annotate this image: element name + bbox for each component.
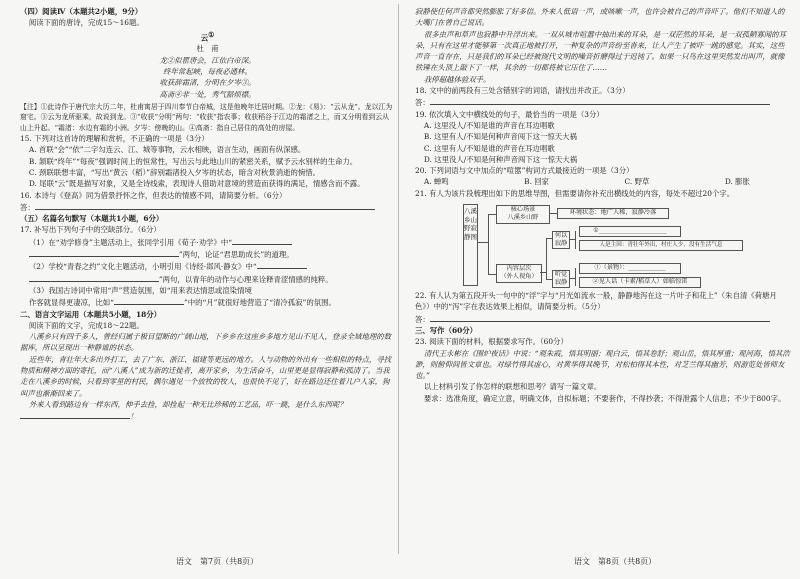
question-20: 20. 下列词语与文中加点的“喧嚣”构词方式最接近的一项是（3分） (415, 166, 634, 176)
q17-2-text-end: ”两句，以青年的动作与心理来诠释青涩情感的纯粹。 (158, 274, 333, 284)
fill-blank[interactable] (114, 296, 184, 305)
q20-option-c: C. 野草 (624, 177, 650, 187)
column-divider (398, 4, 399, 554)
q19-option-a: A. 这里没人/不知是谁的声音在耳边唱歌 (423, 120, 555, 130)
part-3-title: 三、写作（60分） (415, 325, 478, 335)
page-footer-8: 语文 第8页（共8页） (574, 557, 657, 566)
writing-prompt: 以上材料引发了你怎样的联想和思考？请写一篇文章。 (423, 382, 602, 392)
poem-line: 终年常起峡，每夜必通林。 (163, 66, 252, 76)
q18-answer-line[interactable] (415, 96, 790, 108)
question-17: 17. 补写出下列句子中的空缺部分。（6分） (20, 225, 161, 235)
sound-item-2: ②见人话（卡素/稻草人）如临惊雷 (579, 277, 701, 288)
passage-paragraph: 很多虫声和草声也寂静中升浮出来。一双从城市喧嚣中抽出来的耳朵，是一双茫然的耳朵，是一双孤陋寡闻的耳朵，只有在这里才能够第一次真正地被打开，一种复杂的声音纷至沓来，让人产生了被吓一跳的感觉。其实，这些声音一直存在，只是我们的耳朵已经被现代文明的噪音折磨得过于迟钝了。如果一只鸟在这里突然发出叫声，就像铁锤在头顶上敲下了一样，其余的一切都将被它压住了…… (415, 29, 787, 73)
passage-paragraph: 八溪乡只有四千多人，曾经归属于极目望断的广阔山地，下乡乡在这座乡多地方见山不见人，登录全域地理的数据库，所以呈现出一种静谧的状态。 (20, 332, 392, 353)
poem (20, 30, 395, 100)
sound-quiet-box: 听觉 寂静 (552, 270, 570, 288)
answer-blank[interactable] (430, 313, 770, 322)
section-5-title: （五）名篇名句默写（本题共1小题，6分） (20, 214, 164, 224)
q20-option-d: D. 膨胀 (724, 177, 750, 187)
writing-requirements: 要求：选准角度，确定立意，明确文体，自拟标题；不要套作，不得抄袭；不得泄露个人信息；不少于800字。 (423, 393, 786, 403)
question-21: 21. 有人为该片段梳理出如下的思维导图，但需要请你补充出横线处的内容，每处不超过20个字。 (415, 188, 735, 198)
q15-option-c: C. 颈联联想丰富，“写出“黄云（稻）”辞别霜渚投入夕岑的状态，暗含对秋景消逝的惋惜。 (28, 167, 321, 177)
environment-box: 环境状态：地广人稀，寂静冷落 (557, 208, 669, 219)
q17-part-2-cont (20, 273, 395, 285)
q17-part-1 (20, 236, 395, 248)
answer-label: 答： (20, 202, 35, 212)
fill-blank[interactable] (29, 273, 159, 282)
connector (488, 214, 489, 274)
q20-option-a: A. 蝉鸣 (423, 177, 449, 187)
q16-answer-line[interactable] (20, 201, 395, 213)
question-23: 23. 阅读下面的材料，根据要求写作。（60分） (415, 337, 568, 347)
q20-options (415, 176, 790, 187)
q17-part-1-cont (20, 248, 395, 260)
poem-line: 高斋④非一处，秀气豁烦襟。 (159, 89, 256, 99)
question-16: 16. 本诗与《登高》同为借景抒怀之作，但表达的情感不同，请简要分析。（6分） (20, 190, 287, 200)
passage-paragraph: 我停超越体验双手。 (423, 74, 491, 84)
why-item-2: 人是主因：青壮年外出，村庄人少，没有生活气息 (579, 240, 743, 251)
poem-title-text: 云 (200, 33, 209, 43)
q17-part-3-cont (20, 296, 395, 308)
connector (575, 231, 576, 249)
passage-paragraph: 寂静使任何声音都突然膨胀了好多倍。外来人低语一声，或咳嗽一声，也许会被自己的声音吓了。他们不知道人的大嘴门在曾自己说话。 (415, 7, 785, 28)
poem-title-mark: ① (208, 30, 215, 39)
part-2-title: 二、语言文字运用（本题共5小题，18分） (20, 309, 162, 319)
poem-title (20, 30, 395, 44)
q17-part-3: （3）我国古诗词中常用“声”营造氛围，如“用来表达情思或渲染情境 (28, 285, 252, 295)
question-18: 18. 文中的前两段有三处含错别字的词语，请找出并改正。（3分） (415, 86, 630, 96)
why-quiet-box: 何以寂静 (552, 231, 570, 249)
page-7-column (20, 6, 395, 422)
passage-end-mark: ！ (130, 412, 138, 422)
section-4-title: （四）阅读Ⅳ（本题共2小题，9分） (20, 7, 143, 16)
q17-1-text: （1）在“劝学修身”主题活动上，张同学引用《荀子·劝学》中“ (28, 237, 233, 247)
connector (546, 238, 547, 280)
q19-option-b: B. 这里有人/不知是何种声音闯下这一惊天大祸 (423, 132, 577, 142)
fill-blank[interactable] (29, 248, 179, 257)
q17-2-text: （2）学校“青春之约”文化主题活动，小明引用《诗经·邶风·静女》中“ (28, 262, 257, 272)
q19-option-d: D. 这里没人/不知是何种声音闯下这一惊天大祸 (423, 154, 578, 164)
q17-part-2 (20, 260, 395, 272)
poem-notes: 【注】①此诗作于唐代宗大历二年，杜甫寓居于四川奉节白帝城，这是他晚年迁居时期。②龙：《易》：“云从龙”。龙以江为窟宅。③云为龙所驱乘，故说到龙。③“收获”分明“两句：“收获”指农事；收获稻谷于江边的霜渚之上，而又分明看到云从山上升起。“霜渚：水边有霜的小洲。夕岑：傍晚的山。④高斋：指自己居住的高处的房屋。 (20, 102, 393, 132)
page-footer-7: 语文 第7页（共8页） (176, 557, 259, 566)
q17-3-text: 作客就显得更凄凉，比如“ (28, 298, 114, 308)
fill-blank[interactable] (20, 410, 130, 419)
poem-line: 龙②似瞿唐会，江依白帝深。 (159, 55, 256, 65)
q15-option-b: B. 颔联“终年”“每夜”强调时间上的恒常性，写出云与此地山川的紧密关系，赋予云水别样的生命力。 (28, 156, 358, 166)
part-2-instruction: 阅读下面的文字，完成18～22题。 (28, 320, 144, 330)
q15-option-d: D. 尾联“云”既是描写对象，又是全诗线索，表现诗人借助对意境的营造而获得的满足，情感含而不露。 (28, 179, 365, 189)
question-19: 19. 依次填入文中横线处的句子，最恰当的一项是（3分） (415, 109, 604, 119)
connector (488, 214, 496, 215)
question-15: 15. 下列对这首诗的理解和赏析，不正确的一项是（3分） (20, 134, 209, 144)
q17-1-text-end: ”两句，论证“君思助成长”的道理。 (178, 250, 294, 260)
passage-text: 外来人看到路边有一样东西，伸手去捡，却捡起一种无比珍稀的工艺品，吓一跳，是什么东西呢？ (28, 399, 347, 409)
q17-3-text-end: ”中的“月”就很好地营造了“清冷孤寂”的氛围。 (183, 298, 336, 308)
fill-blank[interactable] (232, 236, 292, 245)
writing-material: 清代王永彬在《围炉夜话》中说：“观朱霞，悟其明丽；观白云，悟其卷舒；观山岳，悟其厚重；观河海，悟其浩渺，则俯仰间皆文章也。对绿竹得其虚心，对黄华得其晚节，对松柏得其本性，对芝兰得其幽芳，则游览处皆师友也。” (415, 348, 790, 381)
q20-option-b: B. 回家 (524, 177, 550, 187)
sound-item-1[interactable]: ①（景物）：____________ (579, 263, 681, 274)
passage-paragraph: 近些年，青壮年大多出外打工，去了广东、浙江、福建等更远的地方。人与动物的外出有一些相似的特点，寻找物质和精神方面的寄托，而“八溪人”成为新的迁徙者，离开家乡，为生活奋斗，山里更是显得寂静和孤清了。当我走在八溪乡的时候，只看到零星的村民，偶尔遇见一个放牧的牧人，也很快不见了，好在路边还住着几户人家，狗叫声也渐渐回来了。 (20, 354, 392, 398)
answer-label: 答： (415, 314, 430, 324)
page-8-column (415, 6, 790, 404)
section-4-instruction: 阅读下面的唐诗，完成15～16题。 (28, 18, 144, 28)
passage-paragraph (20, 399, 395, 423)
question-22: 22. 有人认为第五段开头一句中的“浮”字与“月光如流水一般，静静地泻在这一片叶子和花上”（朱自清《荷塘月色》）中的“泻”字在表达效果上相似，请简要分析。（5分） (415, 291, 777, 312)
poem-line: 收获辞霜渚，分明在夕岑③。 (159, 78, 256, 88)
mind-map-root: 八溪乡山野寂静图 (463, 204, 478, 286)
content-levels-box: 内容层次 （外人视角） (496, 264, 542, 283)
answer-blank[interactable] (35, 201, 375, 210)
connector (488, 274, 496, 275)
connector (549, 213, 557, 214)
q15-option-a: A. 首联“会”“依”二字勾连云、江、城等事物，云水相映，语言生动，画面有纵深感。 (28, 145, 306, 155)
why-item-1[interactable]: ①______________________ (579, 226, 681, 237)
connector (575, 268, 576, 286)
mind-map (463, 202, 743, 288)
core-scene-box: 核心场景 八溪乡山野 (496, 205, 550, 224)
q19-option-c: C. 这里有人/不知是谁的声音在耳边唱歌 (423, 143, 555, 153)
connector (478, 242, 488, 243)
answer-label: 答： (415, 98, 430, 108)
answer-blank[interactable] (430, 96, 770, 105)
q22-answer-line[interactable] (415, 313, 790, 325)
poem-author: 杜 甫 (196, 44, 219, 54)
fill-blank[interactable] (257, 260, 307, 269)
